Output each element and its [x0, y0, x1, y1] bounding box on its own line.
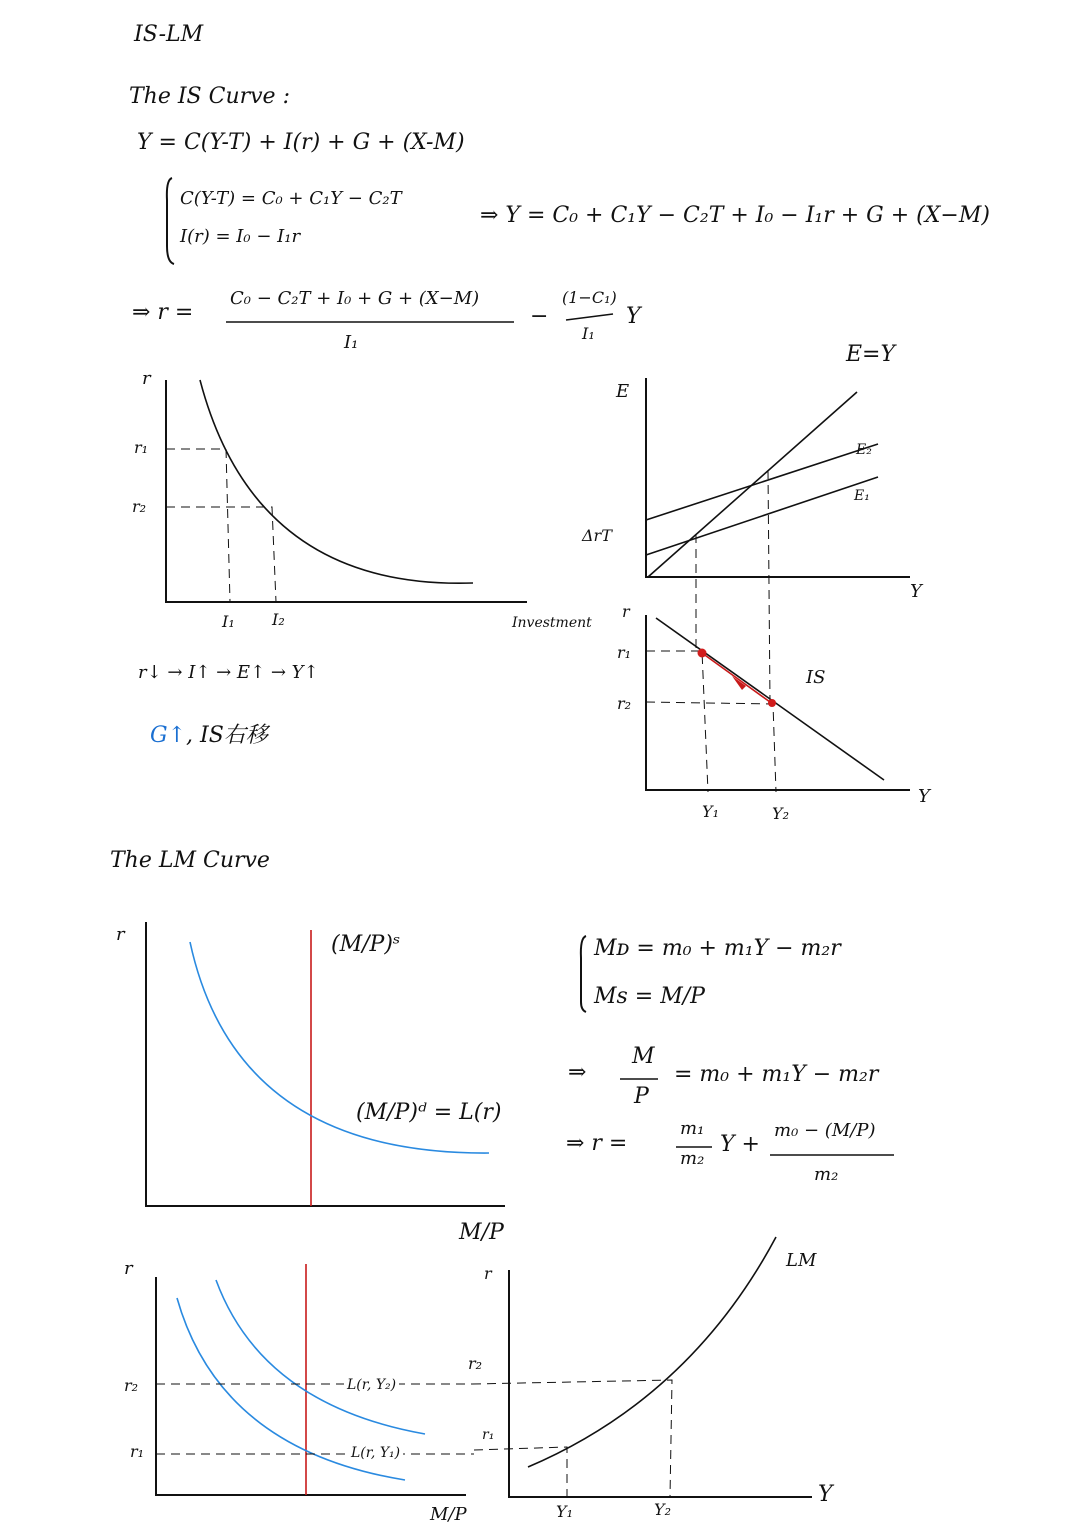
money-shift-chart	[156, 1264, 474, 1495]
lm-r1-label: r₁	[482, 1427, 495, 1443]
demand-curve-y2	[216, 1280, 425, 1434]
is-r1-label: r₁	[617, 643, 632, 662]
lm-chart	[472, 1237, 812, 1497]
is-coef-numerator: (1−C₁)	[562, 288, 617, 307]
lm-r2-guide	[472, 1380, 672, 1497]
is-x-label: Y	[918, 786, 930, 807]
lm-r2-label: r₂	[468, 1354, 483, 1373]
is-system-line-2: I(r) = I₀ − I₁r	[180, 226, 301, 247]
expenditure-y-label: E	[616, 381, 630, 402]
investment-chart	[166, 380, 527, 602]
money-shift-axes	[156, 1277, 466, 1495]
investment-r2-guide	[166, 507, 276, 602]
is-solve-denominator: I₁	[344, 332, 359, 353]
lm-ms-equation: Ms = M/P	[594, 984, 705, 1009]
shift-note	[150, 725, 268, 747]
is-y-label: r	[622, 602, 630, 621]
is-r2-guide	[646, 702, 776, 792]
is-system-line-1: C(Y-T) = C₀ + C₁Y − C₂T	[180, 188, 402, 209]
lm-md-equation: Mᴅ = m₀ + m₁Y − m₂r	[594, 936, 841, 961]
is-solve-numerator: C₀ − C₂T + I₀ + G + (X−M)	[230, 288, 480, 309]
lm-system-brace	[581, 936, 586, 1012]
is-solve-suffix: Y	[626, 304, 641, 329]
is-result-equation: ⇒ Y = C₀ + C₁Y − C₂T + I₀ − I₁r + G + (X−M)	[480, 203, 990, 228]
money-demand-label: (M/P)ᵈ = L(r)	[356, 1100, 502, 1125]
lm-y1-label: Y₁	[556, 1502, 573, 1521]
lm-step-numerator: M	[632, 1044, 655, 1069]
shift-note-g: G↑	[150, 723, 187, 748]
is-r1-guide	[646, 651, 708, 792]
demand-y1-label: L(r, Y₁)	[348, 1446, 403, 1460]
is-y1-label: Y₁	[702, 802, 719, 821]
lm-r1-guide	[474, 1447, 567, 1497]
is-movement-arrow	[702, 653, 770, 702]
money-market-chart	[146, 922, 505, 1206]
is-main-equation: Y = C(Y-T) + I(r) + G + (X-M)	[137, 130, 465, 155]
expenditure-chart	[646, 378, 910, 703]
money-market-x-label: M/P	[459, 1220, 504, 1245]
expenditure-y2-guide	[768, 470, 770, 703]
investment-demand-curve	[200, 380, 473, 583]
money-shift-y-label: r	[124, 1258, 133, 1279]
is-curve	[656, 618, 884, 780]
is-curve-label: IS	[806, 667, 826, 688]
is-r2-label: r₂	[617, 694, 632, 713]
lm-const-numerator: m₀ − (M/P)	[774, 1120, 876, 1141]
lm-curve-label: LM	[786, 1250, 817, 1271]
is-fraction-bar-2	[566, 314, 613, 320]
lm-solve-prefix: ⇒ r =	[566, 1131, 628, 1156]
investment-y-label: r	[142, 368, 151, 389]
lm-x-label: Y	[818, 1482, 833, 1507]
lm-coef-denominator: m₂	[680, 1148, 705, 1169]
e1-line	[646, 477, 878, 555]
money-market-axes	[146, 922, 505, 1206]
is-y2-label: Y₂	[772, 804, 789, 823]
lm-const-denominator: m₂	[814, 1164, 839, 1185]
money-shift-r2-label: r₂	[124, 1376, 139, 1395]
is-solve-minus: −	[530, 304, 549, 329]
lm-y-label: r	[484, 1264, 492, 1283]
lm-coef-numerator: m₁	[680, 1118, 705, 1139]
money-supply-label: (M/P)ˢ	[331, 932, 401, 957]
lm-curve	[528, 1237, 776, 1467]
lm-y2-label: Y₂	[654, 1500, 671, 1519]
transmission-chain: r↓ → I↑ → E↑ → Y↑	[138, 662, 319, 683]
expenditure-x-label: Y	[910, 581, 922, 602]
is-heading: The IS Curve :	[129, 84, 290, 109]
is-axes	[646, 615, 910, 790]
money-shift-r1-label: r₁	[130, 1442, 145, 1461]
line-45-label: E=Y	[846, 342, 896, 367]
lm-coef-mid: Y +	[720, 1132, 760, 1157]
e1-label: E₁	[854, 488, 870, 504]
investment-r2-label: r₂	[132, 497, 147, 516]
is-system-brace	[167, 178, 174, 264]
is-point-2	[768, 699, 776, 707]
lm-heading: The LM Curve	[110, 848, 270, 873]
page-title: IS-LM	[134, 22, 204, 47]
lm-step-prefix: ⇒	[568, 1060, 587, 1085]
investment-r1-guide	[166, 449, 230, 602]
investment-i2-label: I₂	[272, 610, 285, 629]
e2-line	[646, 444, 878, 520]
expenditure-shift-note: ΔrT	[582, 526, 612, 545]
demand-y2-label: L(r, Y₂)	[344, 1378, 399, 1392]
investment-r1-label: r₁	[134, 438, 149, 457]
shift-note-rest: , IS右移	[186, 723, 268, 748]
money-shift-x-label: M/P	[430, 1504, 467, 1525]
is-curve-chart	[646, 615, 910, 792]
investment-axes	[166, 380, 527, 602]
investment-i1-label: I₁	[222, 612, 235, 631]
is-solve-prefix: ⇒ r =	[132, 300, 194, 325]
lm-step-denominator: P	[634, 1084, 649, 1109]
is-coef-denominator: I₁	[582, 324, 595, 343]
e2-label: E₂	[856, 442, 872, 458]
money-market-y-label: r	[116, 924, 125, 945]
lm-step-rhs: = m₀ + m₁Y − m₂r	[674, 1062, 879, 1087]
is-point-1	[698, 649, 707, 658]
investment-x-label: Investment	[512, 615, 592, 631]
